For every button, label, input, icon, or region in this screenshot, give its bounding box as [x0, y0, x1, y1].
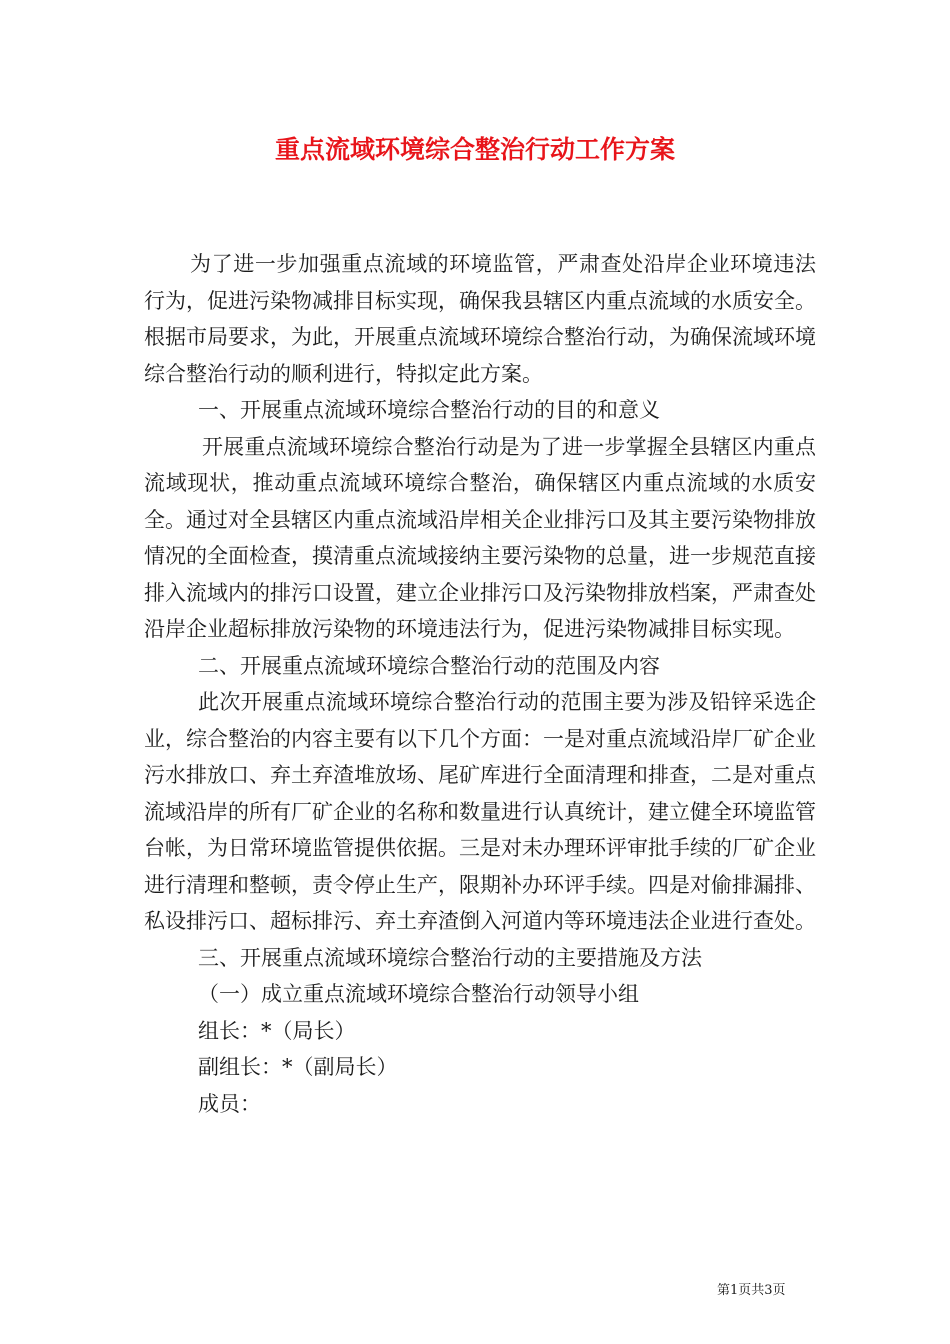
section-heading-2: 二、开展重点流域环境综合整治行动的范围及内容 — [198, 653, 660, 678]
subsection-heading: （一）成立重点流域环境综合整治行动领导小组 — [198, 982, 639, 1006]
members-line: 成员： — [198, 1091, 261, 1116]
section-1-paragraph: 开展重点流域环境综合整治行动是为了进一步掌握全县辖区内重点流域现状，推动重点流域环境综合整治，确保辖区内重点流域的水质安全。通过对全县辖区内重点流域沿岸相关企业排污口及其主要污染物排放情况的全面检查，摸清重点流域接纳主要污染物的总量，进一步规范直接排入流域内的排污口设置，建立企业排污口及污染物排放档案，严肃查处沿岸企业超标排放污染物的环境违法行为，促进污染物减排目标实现。 — [144, 434, 816, 641]
section-2-paragraph: 此次开展重点流域环境综合整治行动的范围主要为涉及铅锌采选企业，综合整治的内容主要有以下几个方面：一是对重点流域沿岸厂矿企业污水排放口、弃土弃渣堆放场、尾矿库进行全面清理和排查，二是对重点流域沿岸的所有厂矿企业的名称和数量进行认真统计，建立健全环境监管台帐，为日常环境监管提供依据。三是对未办理环评审批手续的厂矿企业进行清理和整顿，责令停止生产，限期补办环评手续。四是对偷排漏排、私设排污口、超标排污、弃土弃渣倒入河道内等环境违法企业进行查处。 — [144, 690, 816, 933]
page-number-footer: 第1页共3页 — [717, 1283, 786, 1298]
deputy-leader-line: 副组长：*（副局长） — [198, 1055, 398, 1079]
leader-line: 组长：*（局长） — [198, 1018, 356, 1043]
intro-paragraph: 为了进一步加强重点流域的环境监管，严肃查处沿岸企业环境违法行为，促进污染物减排目标实现，确保我县辖区内重点流域的水质安全。根据市局要求，为此，开展重点流域环境综合整治行动，为确保流域环境综合整治行动的顺利进行，特拟定此方案。 — [144, 252, 816, 386]
section-heading-3: 三、开展重点流域环境综合整治行动的主要措施及方法 — [198, 945, 702, 970]
document-title: 重点流域环境综合整治行动工作方案 — [274, 135, 675, 164]
document-body — [144, 246, 816, 1122]
section-heading-1: 一、开展重点流域环境综合整治行动的目的和意义 — [198, 398, 660, 422]
